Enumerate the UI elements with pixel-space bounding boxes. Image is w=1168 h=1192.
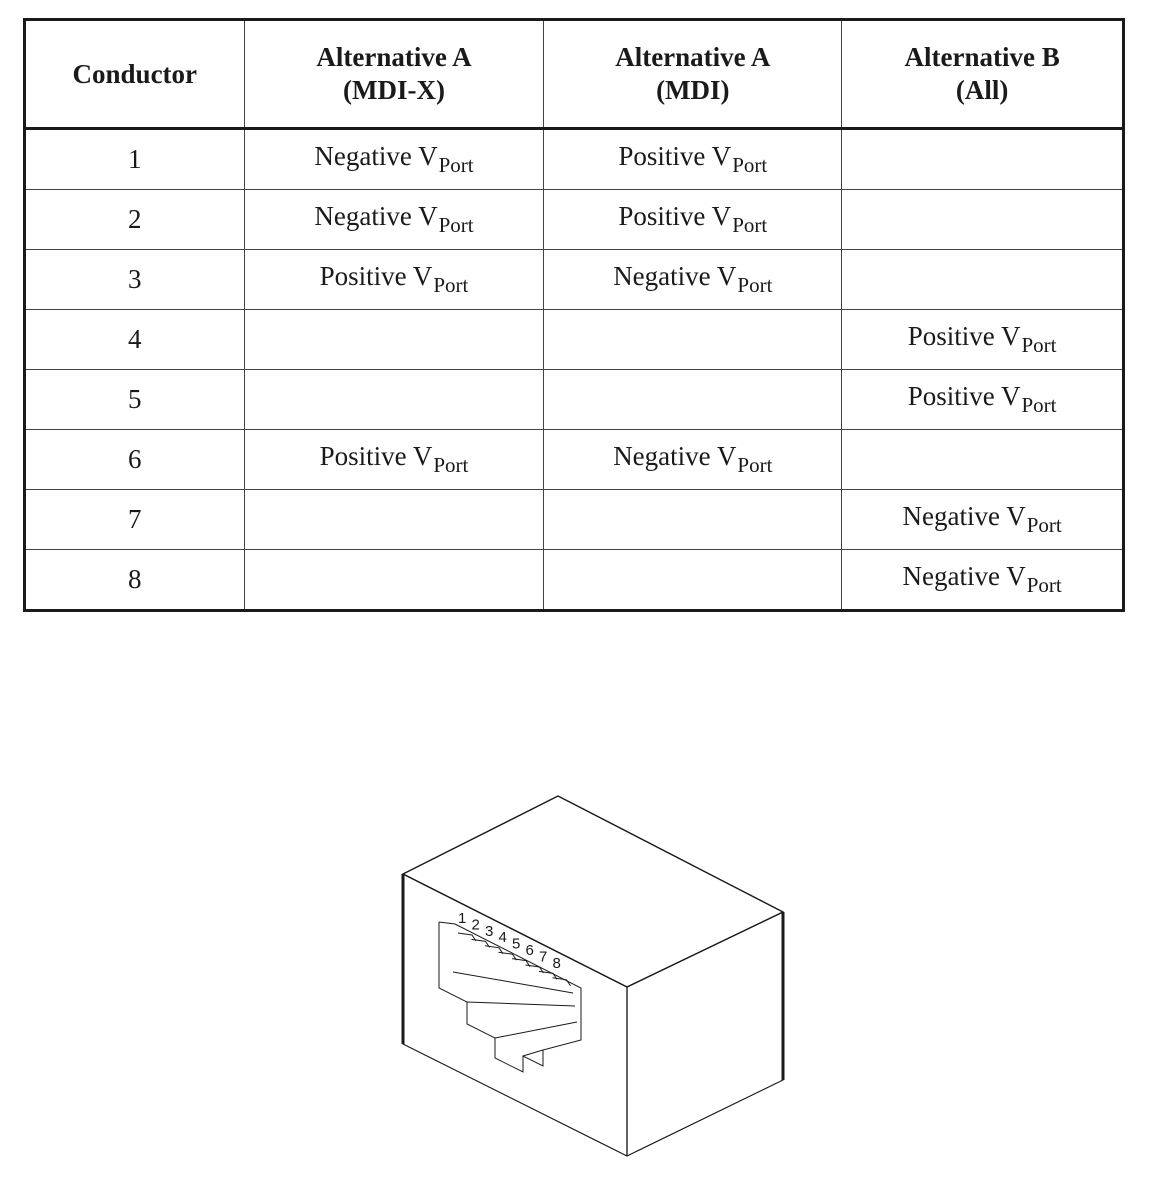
cell-text: 8 [128,564,142,594]
cell-text: Positive V [907,381,1021,411]
cell-text: 3 [128,264,142,294]
cell-alt-a-mdix [244,490,544,550]
vport-subscript: Port [737,453,773,477]
cell-conductor [25,370,245,430]
cell-text: Negative V [314,201,438,231]
cell-alt-a-mdi [544,250,842,310]
pinout-table [23,18,1125,612]
cell-alt-b [842,430,1124,490]
vport-subscript: Port [438,213,474,237]
cell-alt-a-mdi [544,370,842,430]
cell-alt-a-mdix [244,129,544,190]
cell-conductor [25,490,245,550]
pin-label: 1 [458,910,467,927]
cell-text: Positive V [319,441,433,471]
vport-subscript: Port [1026,513,1062,537]
cell-text: Positive V [618,141,732,171]
vport-subscript: Port [433,273,469,297]
cell-alt-a-mdix [244,310,544,370]
vport-subscript: Port [438,153,474,177]
pin-label: 4 [498,929,507,947]
cell-alt-b [842,490,1124,550]
cell-alt-a-mdi [544,190,842,250]
cell-text: 4 [128,324,142,354]
table-row [25,430,1124,490]
cell-text: Positive V [319,261,433,291]
cell-text: 6 [128,444,142,474]
cell-alt-a-mdi [544,310,842,370]
vport-subscript: Port [1021,333,1057,357]
cell-alt-a-mdix [244,370,544,430]
cell-alt-a-mdi [544,490,842,550]
pin-label: 2 [471,916,480,934]
cell-alt-a-mdix [244,190,544,250]
cell-text: Positive V [907,321,1021,351]
cell-conductor [25,310,245,370]
contact-wire [553,978,571,986]
cell-text: Negative V [314,141,438,171]
cell-text: 7 [128,504,142,534]
table-row [25,490,1124,550]
cell-conductor [25,129,245,190]
cell-text: Negative V [902,561,1026,591]
pin-label: 8 [552,954,561,972]
table-row [25,190,1124,250]
cell-conductor [25,550,245,611]
vport-subscript: Port [732,213,768,237]
cell-text: Negative V [613,441,737,471]
cell-alt-b [842,310,1124,370]
pin-label: 3 [485,922,494,940]
cell-text: 2 [128,204,142,234]
cell-text: Negative V [902,501,1026,531]
cell-alt-b [842,129,1124,190]
vport-subscript: Port [737,273,773,297]
header-alt-a-mdix: Alternative A (MDI-X) [244,20,544,129]
cell-conductor [25,430,245,490]
jack-outline [403,796,783,1156]
header-alt-a-mdi: Alternative A (MDI) [544,20,842,129]
pin-label: 7 [539,948,548,966]
cell-text: Positive V [618,201,732,231]
vport-subscript: Port [732,153,768,177]
cell-text: 1 [128,144,142,174]
cell-alt-b [842,370,1124,430]
vport-subscript: Port [1021,393,1057,417]
table-row [25,550,1124,611]
cell-conductor [25,250,245,310]
cell-alt-a-mdi [544,550,842,611]
rj45-jack-diagram [395,790,790,1160]
header-conductor: Conductor [25,20,245,129]
vport-subscript: Port [1026,573,1062,597]
pin-label: 5 [512,935,521,953]
cell-alt-b [842,250,1124,310]
cell-alt-a-mdix [244,430,544,490]
header-alt-b: Alternative B (All) [842,20,1124,129]
cell-alt-b [842,190,1124,250]
cell-alt-a-mdix [244,550,544,611]
cell-alt-a-mdix [244,250,544,310]
table-row [25,250,1124,310]
cell-conductor [25,190,245,250]
jack-port-opening [439,922,581,1072]
table-row [25,310,1124,370]
pin-labels [458,910,561,972]
cell-text: 5 [128,384,142,414]
cell-alt-b [842,550,1124,611]
table-row [25,370,1124,430]
cell-alt-a-mdi [544,430,842,490]
table-header-row [25,20,1124,129]
vport-subscript: Port [433,453,469,477]
pin-label: 6 [525,942,534,959]
table-row [25,129,1124,190]
cell-alt-a-mdi [544,129,842,190]
cell-text: Negative V [613,261,737,291]
